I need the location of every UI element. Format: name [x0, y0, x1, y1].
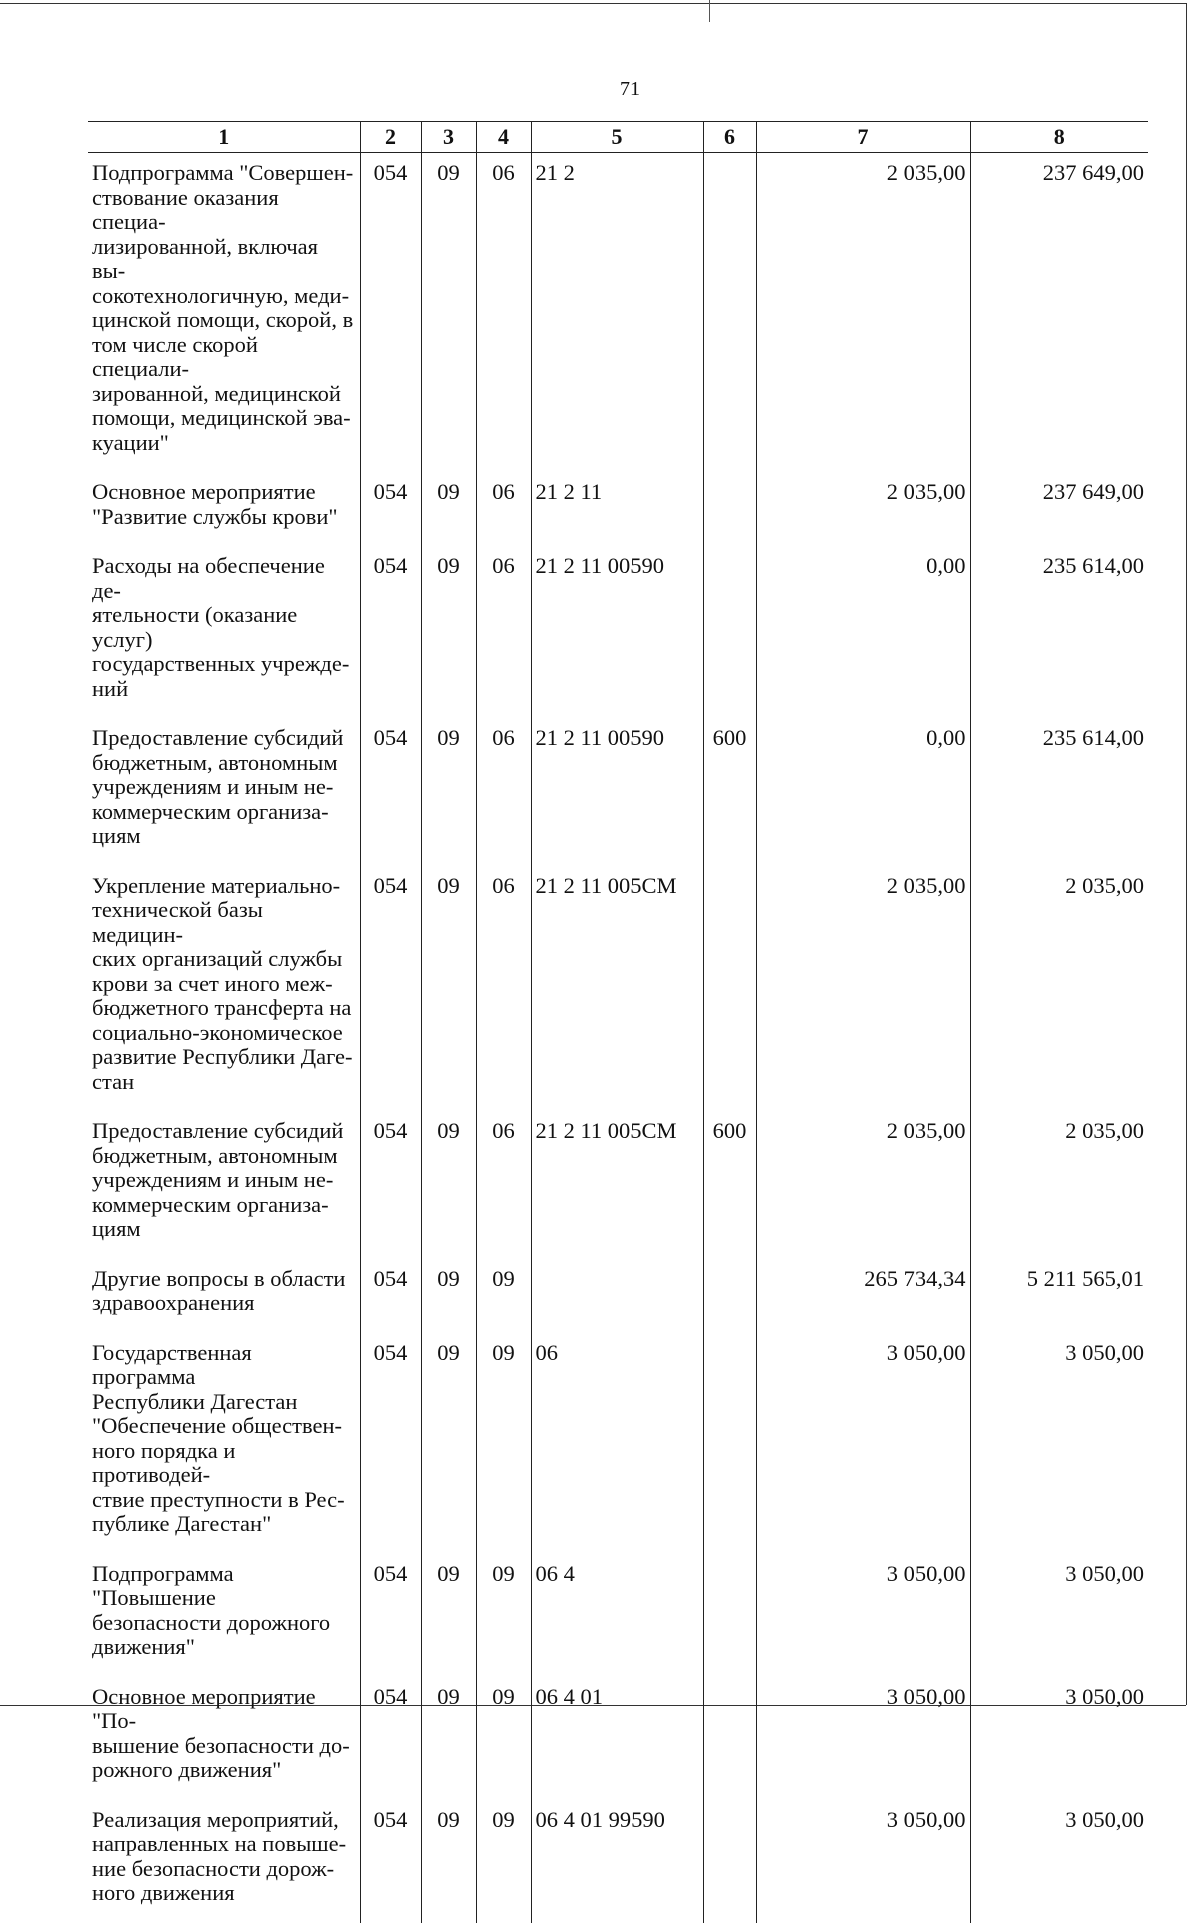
item-name-line: ствие преступности в Рес- [92, 1486, 345, 1512]
item-name-line: "Развитие службы крови" [92, 503, 338, 529]
header-cell-3: 3 [421, 122, 476, 153]
item-name-cell [88, 866, 360, 1112]
target-article-cell: 21 2 11 [531, 472, 703, 546]
item-name-line: Другие вопросы в области [92, 1265, 346, 1291]
section-code-cell: 09 [421, 1333, 476, 1554]
item-name-cell [88, 546, 360, 718]
item-name-line: бюджетным, автономным [92, 1142, 338, 1168]
amount-col8-cell: 237 649,00 [970, 153, 1148, 473]
ministry-code-cell: 054 [360, 1333, 421, 1554]
amount-col8-cell: 2 035,00 [970, 866, 1148, 1112]
target-article-cell: 06 4 01 99590 [531, 1800, 703, 1923]
section-code-cell: 09 [421, 1259, 476, 1333]
table-row [88, 1800, 1148, 1923]
item-name-line: лизированной, включая вы- [92, 233, 319, 283]
item-name-line: Расходы на обеспечение де- [92, 553, 325, 603]
item-name-line: ного порядка и противодей- [92, 1437, 236, 1487]
expense-type-cell [703, 1259, 756, 1333]
item-name-line: крови за счет иного меж- [92, 970, 333, 996]
amount-col7-cell: 3 050,00 [756, 1333, 970, 1554]
expense-type-cell [703, 1554, 756, 1677]
subsection-code-cell: 09 [476, 1800, 531, 1923]
item-name-line: социально-экономическое [92, 1019, 343, 1045]
section-code-cell: 09 [421, 472, 476, 546]
expense-type-cell: 600 [703, 718, 756, 866]
table-row [88, 153, 1148, 473]
item-name-line: ний [92, 675, 129, 701]
expense-type-cell [703, 153, 756, 473]
item-name-line: Подпрограмма "Совершен- [92, 160, 354, 185]
item-name-line: учреждениям и иным не- [92, 774, 334, 799]
table-row [88, 546, 1148, 718]
ministry-code-cell: 054 [360, 472, 421, 546]
item-name-line: ного движения [92, 1880, 235, 1905]
item-name-cell [88, 153, 360, 473]
header-cell-2: 2 [360, 122, 421, 153]
expense-type-cell [703, 866, 756, 1112]
section-code-cell: 09 [421, 718, 476, 866]
item-name-cell [88, 472, 360, 546]
item-name-line: сокотехнологичную, меди- [92, 282, 350, 308]
target-article-cell: 06 4 [531, 1554, 703, 1677]
ministry-code-cell: 054 [360, 1800, 421, 1923]
item-name-line: Реализация мероприятий, [92, 1806, 339, 1832]
item-name-line: публике Дагестан" [92, 1511, 272, 1536]
subsection-code-cell: 06 [476, 1111, 531, 1259]
item-name-line: зированной, медицинской [92, 380, 341, 406]
subsection-code-cell: 09 [476, 1333, 531, 1554]
table-row [88, 718, 1148, 866]
amount-col7-cell: 2 035,00 [756, 1111, 970, 1259]
item-name-cell [88, 718, 360, 866]
item-name-cell [88, 1677, 360, 1800]
item-name-line: цинской помощи, скорой, в [92, 307, 354, 332]
ministry-code-cell: 054 [360, 1111, 421, 1259]
subsection-code-cell: 06 [476, 866, 531, 1112]
item-name-cell [88, 1259, 360, 1333]
header-cell-8: 8 [970, 122, 1148, 153]
section-code-cell: 09 [421, 866, 476, 1112]
section-code-cell: 09 [421, 1111, 476, 1259]
ministry-code-cell: 054 [360, 1554, 421, 1677]
amount-col7-cell: 3 050,00 [756, 1677, 970, 1800]
item-name-line: государственных учрежде- [92, 651, 350, 676]
amount-col7-cell: 265 734,34 [756, 1259, 970, 1333]
scan-border-right [1186, 3, 1187, 1705]
item-name-line: Подпрограмма "Повышение [92, 1560, 234, 1610]
ministry-code-cell: 054 [360, 866, 421, 1112]
item-name-line: вышение безопасности до- [92, 1732, 350, 1758]
amount-col7-cell: 2 035,00 [756, 472, 970, 546]
item-name-line: коммерческим организа- [92, 1191, 329, 1217]
header-row [88, 122, 1148, 153]
target-article-cell: 21 2 11 00590 [531, 546, 703, 718]
item-name-cell [88, 1111, 360, 1259]
scan-border-top [0, 3, 1186, 4]
section-code-cell: 09 [421, 1800, 476, 1923]
subsection-code-cell: 06 [476, 472, 531, 546]
table-row [88, 1677, 1148, 1800]
section-code-cell: 09 [421, 1677, 476, 1800]
subsection-code-cell: 06 [476, 153, 531, 473]
item-name-line: циям [92, 1216, 141, 1241]
item-name-line: Предоставление субсидий [92, 725, 344, 750]
section-code-cell: 09 [421, 1554, 476, 1677]
expense-type-cell [703, 1677, 756, 1800]
amount-col7-cell: 3 050,00 [756, 1800, 970, 1923]
item-name-line: бюджетного трансферта на [92, 995, 352, 1020]
table-row [88, 1554, 1148, 1677]
subsection-code-cell: 09 [476, 1554, 531, 1677]
expense-type-cell [703, 472, 756, 546]
expense-type-cell [703, 1800, 756, 1923]
ministry-code-cell: 054 [360, 153, 421, 473]
subsection-code-cell: 09 [476, 1259, 531, 1333]
amount-col8-cell: 3 050,00 [970, 1800, 1148, 1923]
page-number: 71 [620, 78, 640, 100]
item-name-line: "Обеспечение обществен- [92, 1413, 342, 1438]
item-name-line: Основное мероприятие [92, 479, 316, 504]
item-name-cell [88, 1554, 360, 1677]
ministry-code-cell: 054 [360, 718, 421, 866]
subsection-code-cell: 06 [476, 718, 531, 866]
subsection-code-cell: 09 [476, 1677, 531, 1800]
amount-col8-cell: 3 050,00 [970, 1554, 1148, 1677]
amount-col8-cell: 3 050,00 [970, 1333, 1148, 1554]
item-name-line: ние безопасности дорож- [92, 1855, 335, 1881]
table-row [88, 1259, 1148, 1333]
item-name-line: Государственная программа [92, 1339, 252, 1389]
item-name-line: том числе скорой специали- [92, 331, 258, 381]
target-article-cell: 21 2 11 00590 [531, 718, 703, 866]
item-name-line: Республики Дагестан [92, 1388, 298, 1414]
expense-type-cell: 600 [703, 1111, 756, 1259]
item-name-line: куации" [92, 429, 169, 455]
amount-col7-cell: 0,00 [756, 546, 970, 718]
header-cell-5: 5 [531, 122, 703, 153]
ministry-code-cell: 054 [360, 1259, 421, 1333]
item-name-line: циям [92, 823, 141, 848]
ministry-code-cell: 054 [360, 546, 421, 718]
item-name-line: учреждениям и иным не- [92, 1167, 334, 1192]
budget-table [88, 121, 1148, 1923]
amount-col7-cell: 2 035,00 [756, 866, 970, 1112]
amount-col8-cell: 237 649,00 [970, 472, 1148, 546]
item-name-line: бюджетным, автономным [92, 749, 338, 775]
expense-type-cell [703, 546, 756, 718]
expense-type-cell [703, 1333, 756, 1554]
ministry-code-cell: 054 [360, 1677, 421, 1800]
table-header [88, 122, 1148, 153]
item-name-line: Предоставление субсидий [92, 1118, 344, 1143]
header-cell-7: 7 [756, 122, 970, 153]
amount-col8-cell: 235 614,00 [970, 718, 1148, 866]
item-name-line: ствование оказания специа- [92, 184, 279, 234]
section-code-cell: 09 [421, 153, 476, 473]
header-cell-6: 6 [703, 122, 756, 153]
amount-col8-cell: 235 614,00 [970, 546, 1148, 718]
amount-col8-cell: 3 050,00 [970, 1677, 1148, 1800]
item-name-line: здравоохранения [92, 1290, 255, 1315]
item-name-line: стан [92, 1068, 135, 1094]
target-article-cell [531, 1259, 703, 1333]
target-article-cell: 06 4 01 [531, 1677, 703, 1800]
target-article-cell: 21 2 11 005CM [531, 866, 703, 1112]
subsection-code-cell: 06 [476, 546, 531, 718]
item-name-line: помощи, медицинской эва- [92, 405, 351, 430]
table-row [88, 866, 1148, 1112]
scan-artifact-line [709, 0, 710, 22]
item-name-line: развитие Республики Даге- [92, 1044, 353, 1069]
target-article-cell: 21 2 11 005CM [531, 1111, 703, 1259]
item-name-line: движения" [92, 1634, 195, 1659]
amount-col8-cell: 2 035,00 [970, 1111, 1148, 1259]
item-name-cell [88, 1800, 360, 1923]
item-name-line: направленных на повыше- [92, 1831, 347, 1856]
target-article-cell: 21 2 [531, 153, 703, 473]
item-name-line: коммерческим организа- [92, 798, 329, 824]
amount-col7-cell: 0,00 [756, 718, 970, 866]
item-name-line: ятельности (оказание услуг) [92, 602, 298, 652]
item-name-line: рожного движения" [92, 1757, 282, 1782]
item-name-line: Укрепление материально- [92, 872, 341, 898]
amount-col8-cell: 5 211 565,01 [970, 1259, 1148, 1333]
item-name-line: безопасности дорожного [92, 1609, 331, 1635]
item-name-line: ских организаций службы [92, 946, 343, 971]
table-row [88, 1111, 1148, 1259]
header-cell-1: 1 [88, 122, 360, 153]
amount-col7-cell: 2 035,00 [756, 153, 970, 473]
amount-col7-cell: 3 050,00 [756, 1554, 970, 1677]
item-name-line: Основное мероприятие "По- [92, 1683, 316, 1733]
table-row [88, 1333, 1148, 1554]
item-name-cell [88, 1333, 360, 1554]
item-name-line: технической базы медицин- [92, 897, 263, 947]
table-body [88, 153, 1148, 1923]
target-article-cell: 06 [531, 1333, 703, 1554]
header-cell-4: 4 [476, 122, 531, 153]
section-code-cell: 09 [421, 546, 476, 718]
table-row [88, 472, 1148, 546]
